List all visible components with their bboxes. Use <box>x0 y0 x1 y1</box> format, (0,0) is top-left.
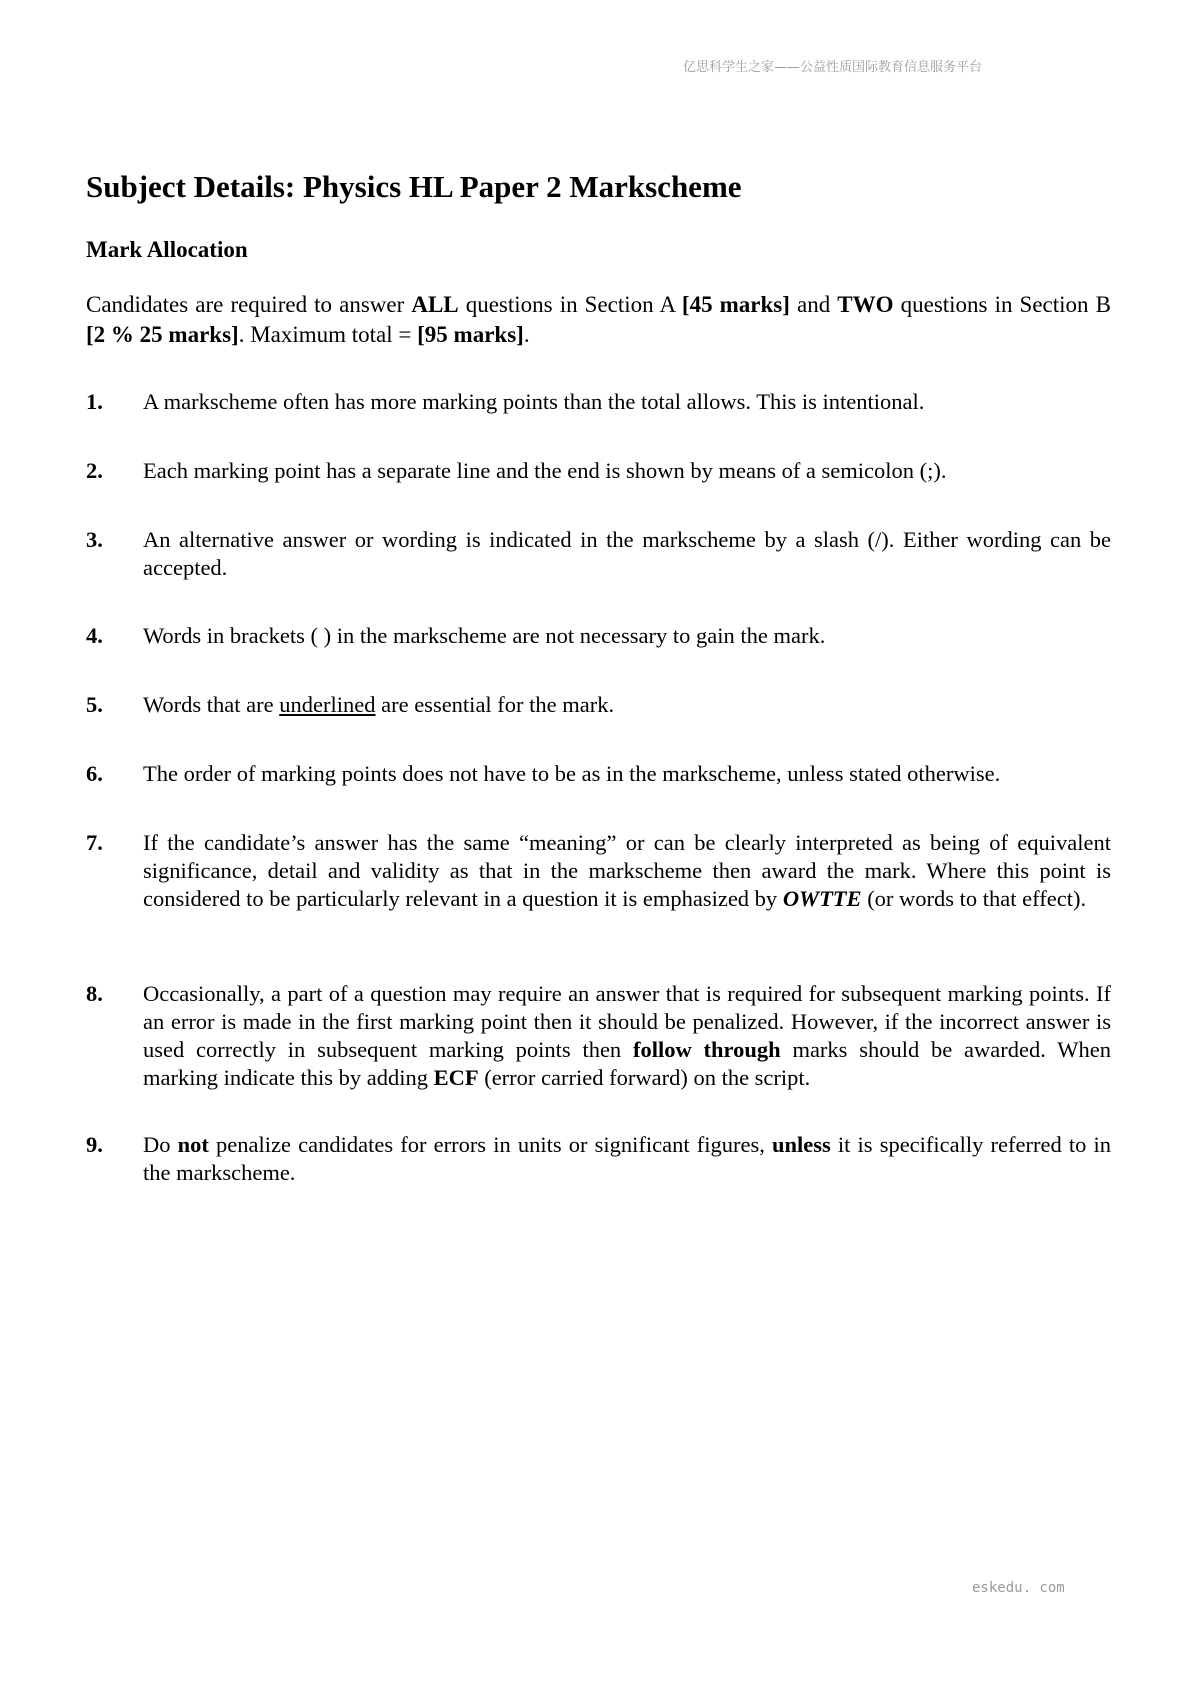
ecf-term: ECF <box>433 1065 479 1090</box>
rule-text <box>143 829 1111 913</box>
mark-allocation-heading: Mark Allocation <box>86 237 248 262</box>
rule-text <box>143 388 1111 416</box>
rule-text <box>143 691 1111 719</box>
rule-number: 1. <box>86 389 103 414</box>
rule-text <box>143 760 1111 788</box>
rule-number: 8. <box>86 981 103 1006</box>
allocation-text: questions in Section A <box>458 292 682 317</box>
page-title: Subject Details: Physics HL Paper 2 Markscheme <box>86 169 742 204</box>
section-a-marks: [45 marks] <box>681 292 790 317</box>
allocation-text: and <box>789 292 838 317</box>
rule-text-part: it is specifically referred to in the markscheme. <box>143 1132 1111 1185</box>
not-term: not <box>177 1132 209 1157</box>
owtte-term: OWTTE <box>782 886 862 911</box>
rule-text-part: penalize candidates for errors in units or significant figures, <box>208 1132 772 1157</box>
rule-number: 4. <box>86 623 103 648</box>
watermark-top: 亿思科学生之家——公益性质国际教育信息服务平台 <box>683 60 983 75</box>
rule-number: 2. <box>86 458 103 483</box>
document-body <box>86 168 1111 1185</box>
rule-text-part: (error carried forward) on the script. <box>478 1065 811 1090</box>
rule-text-part: If the candidate’s answer has the same “meaning” or can be clearly interpreted as being of equivalent significance, detail and validity as that in the markscheme then award the mark. Where this point is considered to be particularly relevant in a question it is emphasized by <box>143 830 1111 911</box>
rule-number: 6. <box>86 761 103 786</box>
rule-text <box>143 622 1111 650</box>
total-marks: [95 marks] <box>417 322 524 347</box>
rule-text-part: A markscheme often has more marking points than the total allows. This is intentional. <box>143 389 925 414</box>
rule-number: 3. <box>86 527 103 552</box>
rule-text-part: (or words to that effect). <box>861 886 1087 911</box>
rule-text-part: marks should be awarded. When marking indicate this by adding <box>143 1037 1111 1090</box>
rule-number: 7. <box>86 830 103 855</box>
rule-text-part: are essential for the mark. <box>375 692 615 717</box>
underlined-word: underlined <box>279 692 376 717</box>
mark-allocation-paragraph <box>86 290 1111 350</box>
section-b-marks: [2 % 25 marks] <box>86 322 239 347</box>
allocation-two: TWO <box>837 292 894 317</box>
allocation-text: questions in Section B <box>893 292 1111 317</box>
rule-text <box>143 526 1111 582</box>
rule-text-part: An alternative answer or wording is indicated in the markscheme by a slash (/). Either wording can be accepted. <box>143 527 1111 580</box>
unless-term: unless <box>771 1132 831 1157</box>
follow-through-term: follow through <box>632 1037 781 1062</box>
rule-text-part: Words in brackets ( ) in the markscheme are not necessary to gain the mark. <box>143 623 826 648</box>
allocation-text: . <box>523 322 530 347</box>
rule-text-part: Each marking point has a separate line and the end is shown by means of a semicolon (;). <box>143 458 947 483</box>
allocation-text: . Maximum total = <box>238 322 418 347</box>
rule-text-part: Words that are <box>143 692 280 717</box>
allocation-all: ALL <box>411 292 459 317</box>
watermark-bottom: eskedu. com <box>972 1580 1065 1596</box>
rule-number: 9. <box>86 1132 103 1157</box>
rule-text <box>143 980 1111 1092</box>
rule-text <box>143 1131 1111 1187</box>
allocation-text: Candidates are required to answer <box>86 292 412 317</box>
rule-number: 5. <box>86 692 103 717</box>
rule-text-part: The order of marking points does not have to be as in the markscheme, unless stated otherwise. <box>143 761 1001 786</box>
rule-text-part: Do <box>143 1132 178 1157</box>
rule-text <box>143 457 1111 485</box>
rule-text-part: Occasionally, a part of a question may require an answer that is required for subsequent marking points. If an error is made in the first marking point then it should be penalized. However, if the incorrect answer is used correctly in subsequent marking points then <box>143 981 1111 1062</box>
